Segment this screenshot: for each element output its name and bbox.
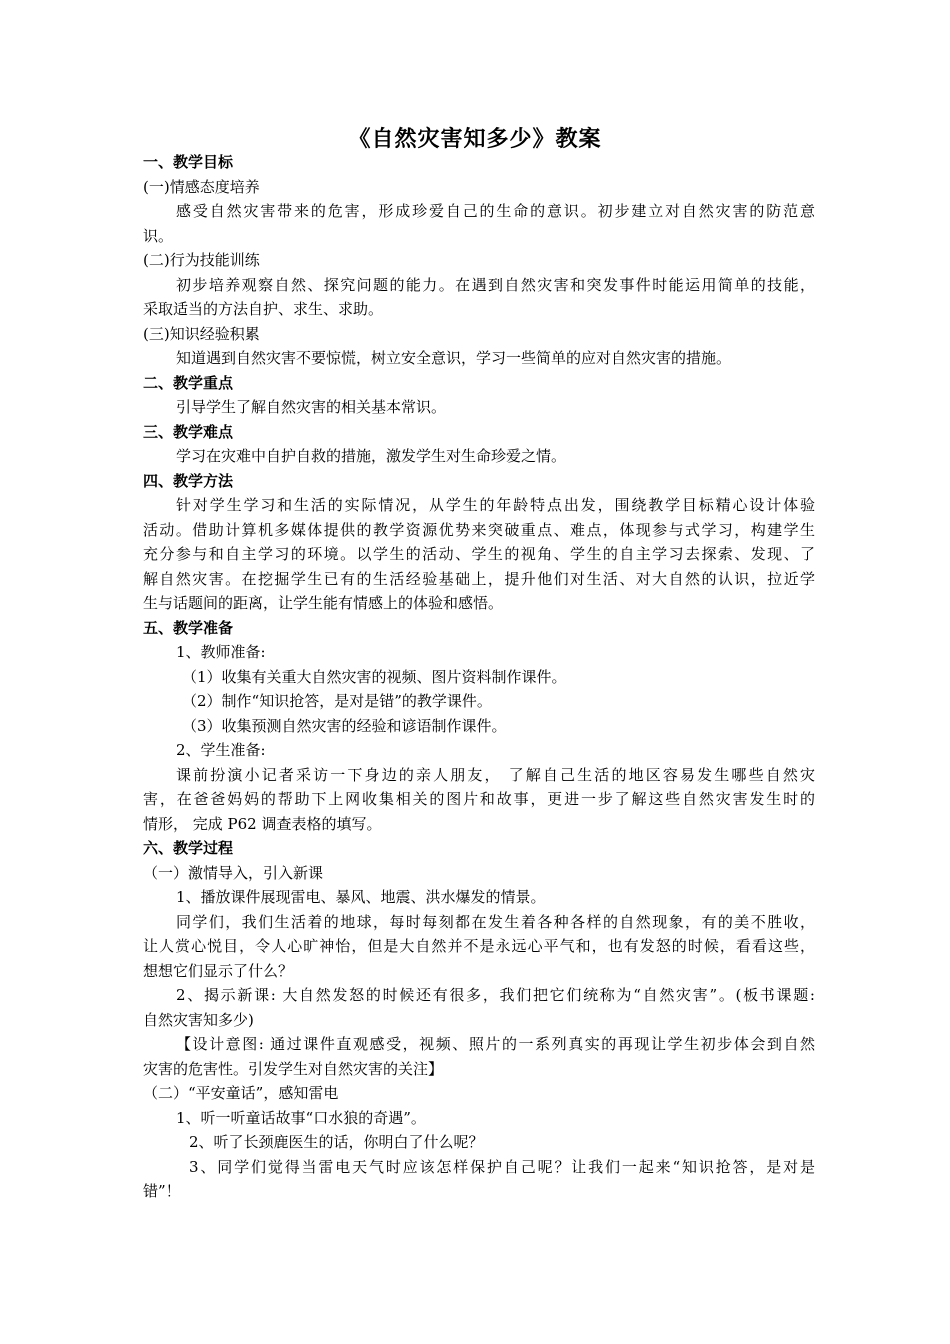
text-line: 害，在爸爸妈妈的帮助下上网收集相关的图片和故事，更进一步了解这些自然灾害发生时的 xyxy=(143,790,815,808)
text-line: 3、同学们觉得当雷电天气时应该怎样保护自己呢？让我们一起来“知识抢答，是对是 xyxy=(189,1157,815,1176)
text-line: 学习在灾难中自护自救的措施，激发学生对生命珍爱之情。 xyxy=(176,447,567,465)
text-line: 让人赏心悦目，令人心旷神怡，但是大自然并不是永远心平气和，也有发怒的时候，看看这些， xyxy=(143,937,815,955)
text-line: (二)行为技能训练 xyxy=(143,251,260,269)
text-line: 知道遇到自然灾害不要惊慌，树立安全意识，学习一些简单的应对自然灾害的措施。 xyxy=(176,349,732,367)
text-line: 采取适当的方法自护、求生、求助。 xyxy=(143,300,384,318)
text-line: 生与话题间的距离，让学生能有情感上的体验和感悟。 xyxy=(143,594,504,612)
section-heading: 二、教学重点 xyxy=(143,373,234,392)
text-line: （一）激情导入，引入新课 xyxy=(143,863,324,882)
text-line: 课前扮演小记者采访一下身边的亲人朋友， 了解自己生活的地区容易发生哪些自然灾 xyxy=(176,765,815,784)
text-line: 2、听了长颈鹿医生的话，你明白了什么呢？ xyxy=(189,1133,484,1151)
text-line: 自然灾害知多少) xyxy=(143,1010,254,1029)
section-heading: 一、教学目标 xyxy=(143,153,234,171)
text-line: 同学们，我们生活着的地球，每时每刻都在发生着各种各样的自然现象，有的美不胜收， xyxy=(176,912,815,931)
text-line: 活动。借助计算机多媒体提供的教学资源优势来突破重点、难点，体现参与式学习，构建学生 xyxy=(143,520,815,539)
text-line: 1、教师准备: xyxy=(176,643,266,661)
text-line: 初步培养观察自然、探究问题的能力。在遇到自然灾害和突发事件时能运用简单的技能， xyxy=(176,275,815,294)
document-title: 《自然灾害知多少》教案 xyxy=(348,126,602,152)
text-line: （1）收集有关重大自然灾害的视频、图片资料制作课件。 xyxy=(182,667,567,686)
text-line: 灾害的危害性。引发学生对自然灾害的关注】 xyxy=(143,1059,444,1078)
section-heading: 五、教学准备 xyxy=(143,618,234,637)
text-line: （2）制作“知识抢答，是对是错”的教学课件。 xyxy=(182,692,492,710)
text-line: 引导学生了解自然灾害的相关基本常识。 xyxy=(176,398,447,416)
section-heading: 六、教学过程 xyxy=(143,839,234,857)
text-line: （二）“平安童话”，感知雷电 xyxy=(143,1084,339,1102)
text-line: 【设计意图: 通过课件直观感受，视频、照片的一系列真实的再现让学生初步体会到自然 xyxy=(176,1035,815,1053)
text-line: 错”！ xyxy=(143,1182,181,1200)
text-line: 感受自然灾害带来的危害，形成珍爱自己的生命的意识。初步建立对自然灾害的防范意 xyxy=(176,202,815,220)
text-line: (三)知识经验积累 xyxy=(143,324,260,343)
text-line: 2、学生准备: xyxy=(176,741,266,759)
section-heading: 四、教学方法 xyxy=(143,471,234,490)
section-heading: 三、教学难点 xyxy=(143,422,234,441)
text-line: 2、揭示新课: 大自然发怒的时候还有很多，我们把它们统称为“自然灾害”。(板书课题: xyxy=(176,986,815,1004)
document-body xyxy=(143,150,815,1204)
text-line: 解自然灾害。在挖掘学生已有的生活经验基础上，提升他们对生活、对大自然的认识，拉近学 xyxy=(143,569,815,588)
text-line: 充分参与和自主学习的环境。以学生的活动、学生的视角、学生的自主学习去探索、发现、了 xyxy=(143,545,815,563)
text-line: 针对学生学习和生活的实际情况，从学生的年龄特点出发，围绕教学目标精心设计体验 xyxy=(176,496,815,514)
text-line: （3）收集预测自然灾害的经验和谚语制作课件。 xyxy=(182,716,507,735)
text-line: 识。 xyxy=(143,226,174,245)
text-line: 情形， 完成 P62 调查表格的填写。 xyxy=(143,814,382,833)
text-line: 1、播放课件展现雷电、暴风、地震、洪水爆发的情景。 xyxy=(176,888,546,906)
text-line: 1、听一听童话故事“口水狼的奇遇”。 xyxy=(176,1108,426,1127)
text-line: (一)情感态度培养 xyxy=(143,177,260,196)
text-line: 想想它们显示了什么？ xyxy=(143,961,294,980)
